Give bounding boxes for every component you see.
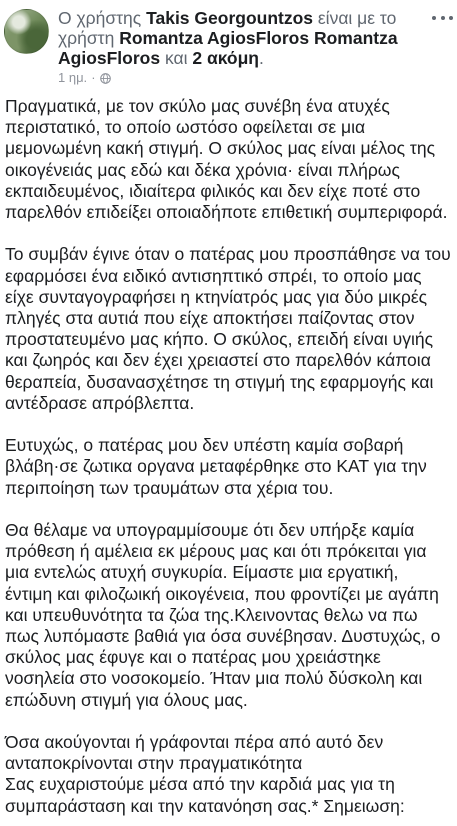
menu-dot <box>432 16 436 20</box>
tagged-user-link[interactable]: AgiosFloros <box>58 48 161 68</box>
post-text-line: μια εντελώς ατυχή συγκυρία. Είμαστε μια εργατική, <box>5 562 399 583</box>
post-text-line: σκύλος μας έφυγε και ο πατέρας μου χρειάστηκε <box>5 647 381 668</box>
post-header-text <box>58 8 398 68</box>
post-text-line: Όσα ακούγονται ή γράφονται πέρα από αυτό δεν <box>5 732 384 753</box>
globe-icon <box>100 73 111 84</box>
post-text-line: περιποίηση των τραυμάτων στα χέρια του. <box>5 477 334 498</box>
header-line <box>58 8 396 28</box>
post-text-line: συμπαράσταση και την κατανόηση σας.* Σημειωση: <box>5 795 405 816</box>
header-connector-text: Ο χρήστης <box>58 8 147 28</box>
post-text-line: Θα θέλαμε να υπογραμμίσουμε ότι δεν υπήρξε καμία <box>5 520 415 541</box>
more-options-icon[interactable] <box>432 12 453 24</box>
author-name-link[interactable]: Takis Georgountzos <box>146 8 314 28</box>
meta-separator: · <box>91 70 96 85</box>
post-timestamp-link[interactable]: 1 ημ. <box>58 70 88 85</box>
header-line <box>58 28 398 48</box>
post-text-line: Το συμβάν έγινε όταν ο πατέρας μου προσπάθησε να του <box>5 244 451 265</box>
post-text-line: μεμονωμένη κακή στιγμή. Ο σκύλος μας είναι μέλος της <box>5 138 436 159</box>
post-text-line: νοσηλεία στο νοσοκομείο. Ήταν μια πολύ δύσκολη και <box>5 668 423 689</box>
header-connector-text: είναι με το <box>313 8 397 28</box>
post-text-line: περιστατικό, το οποίο ωστόσο οφείλεται σε μια <box>5 117 366 138</box>
post-paragraph <box>5 96 454 223</box>
post-text-line: και ζωηρός και δεν έχει χρειαστεί στο παρελθόν κάποια <box>5 350 431 371</box>
post-paragraph <box>5 244 454 414</box>
post-text-line: εκπαιδευμένος, ιδιαίτερα φιλικός και δεν είχε ποτέ στο <box>5 180 421 201</box>
post-text-line: Ευτυχώς, ο πατέρας μου δεν υπέστη καμία σοβαρή <box>5 435 404 456</box>
post-text-line: Σας ευχαριστούμε μέσα από την καρδιά μας για τη <box>5 774 395 795</box>
tagged-user-link[interactable]: Romantza AgiosFloros Romantza <box>119 28 398 48</box>
tagged-others-link[interactable]: 2 ακόμη <box>192 48 259 68</box>
post-text-line: πρόθεση ή αμέλεια εκ μέρους μας και ότι πρόκειται για <box>5 541 427 562</box>
post-paragraph <box>5 435 454 499</box>
header-connector-text: και <box>160 48 193 68</box>
post-text-line: επώδυνη στιγμή για όλους μας. <box>5 689 248 710</box>
menu-dot <box>449 16 453 20</box>
post-paragraph <box>5 732 454 817</box>
post-text-line: οικογένειάς μας εδώ και δέκα χρόνια· είναι πλήρως <box>5 159 400 180</box>
post-text-line: παρελθόν επιδείξει οποιαδήποτε επιθετική συμπεριφορά. <box>5 202 448 223</box>
post-body-text <box>5 96 454 817</box>
author-avatar[interactable] <box>4 9 49 54</box>
post-text-line: αντέδρασε απρόβλεπτα. <box>5 392 195 413</box>
post-text-line: προστατευμένο μας κήπο. Ο σκύλος, επειδή είναι υγιής <box>5 329 434 350</box>
post-text-line: και υπευθυνότητα τα ζώα της.Κλεινοντας θελω να πω <box>5 604 418 625</box>
header-connector-text: . <box>258 48 264 68</box>
post-text-line: εφαρμόσει ένα ειδικό αντισηπτικό σπρέι, το οποίο μας <box>5 265 422 286</box>
menu-dot <box>441 16 445 20</box>
header-connector-text: χρήστη <box>58 28 120 48</box>
header-line <box>58 48 264 68</box>
post-paragraph <box>5 520 454 711</box>
post-text-line: θεραπεία, δυσανασχέτησε τη στιγμή της εφαρμογής και <box>5 371 434 392</box>
post-text-line: βλάβη·σε ζωτικα οργανα μεταφέρθηκε στο ΚΑΤ για την <box>5 456 427 477</box>
post-text-line: πληγές στα αυτιά που είχε αποκτήσει παίζοντας στον <box>5 308 415 329</box>
post-text-line: πως λυπόμαστε βαθιά για όσα συνέβησαν. Δυστυχώς, ο <box>5 626 441 647</box>
post-text-line: έντιμη και φιλοζωική οικογένεια, που φροντίζει με αγάπη <box>5 583 439 604</box>
post-meta <box>58 70 111 86</box>
post-text-line: Πραγματικά, με τον σκύλο μας συνέβη ένα ατυχές <box>5 96 390 116</box>
post-text-line: είχε συνταγογραφήσει η κτηνίατρός μας για δύο μικρές <box>5 286 428 307</box>
post-text-line: ανταποκρίνονται στην πραγματικότητα <box>5 753 303 774</box>
